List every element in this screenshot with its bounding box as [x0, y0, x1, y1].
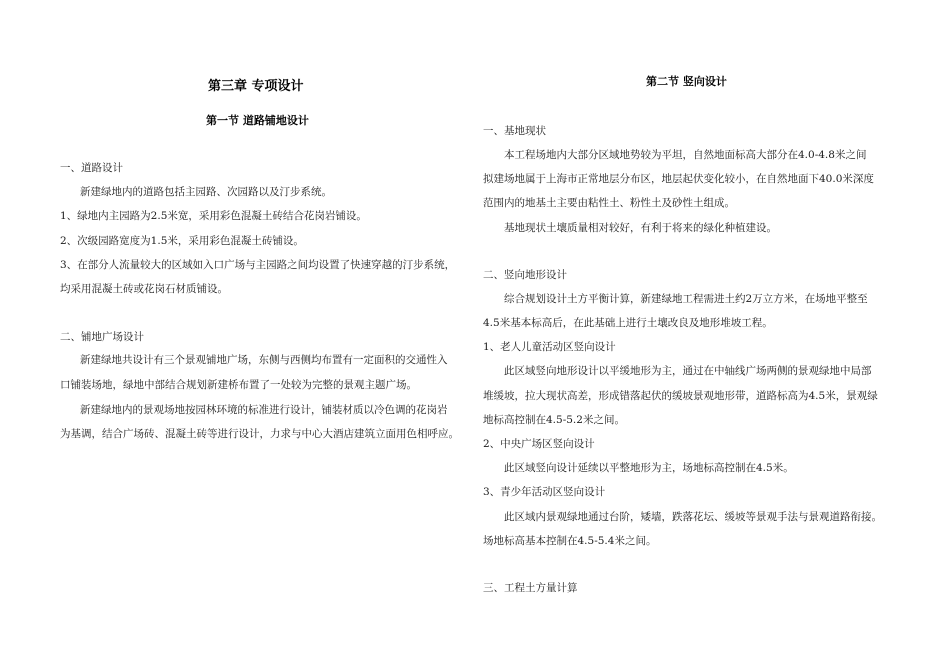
earthwork-heading: 三、工程土方量计算 — [483, 582, 578, 594]
site-paragraph-2: 基地现状土壤质量相对较好，有利于将来的绿化种植建设。 — [504, 222, 777, 234]
site-condition-heading: 一、基地现状 — [483, 125, 546, 137]
elderly-children-area-line-1: 此区域竖向地形设计以平缓地形为主，通过在中轴线广场两侧的景观绿地中局部 — [504, 365, 872, 377]
elderly-children-area-line-3: 地标高控制在4.5-5.2米之间。 — [483, 414, 625, 426]
plaza-paragraph-1-line-1: 新建绿地共设计有三个景观铺地广场，东侧与西侧均布置有一定面积的交通性入 — [80, 354, 448, 366]
youth-area-heading: 3、青少年活动区竖向设计 — [483, 486, 606, 498]
elderly-children-area-line-2: 堆缓坡，拉大现状高差，形成错落起伏的缓坡景观地形带，道路标高为4.5米，景观绿 — [483, 390, 878, 402]
central-plaza-area-line-1: 此区域竖向设计延续以平整地形为主，场地标高控制在4.5米。 — [504, 462, 794, 474]
site-paragraph-1-line-1: 本工程场地内大部分区域地势较为平坦，自然地面标高大部分在4.0-4.8米之间 — [504, 149, 867, 161]
section-title-vertical-design: 第二节 竖向设计 — [646, 75, 727, 88]
plaza-paragraph-2-line-1: 新建绿地内的景观场地按园林环境的标准进行设计，铺装材质以冷色调的花岗岩 — [80, 404, 448, 416]
road-item-3-line-2: 均采用混凝土砖或花岗石材质铺设。 — [60, 283, 228, 295]
road-intro: 新建绿地内的道路包括主园路、次园路以及汀步系统。 — [80, 186, 332, 198]
plaza-design-heading: 二、铺地广场设计 — [60, 331, 144, 343]
road-design-heading: 一、道路设计 — [60, 162, 123, 174]
road-item-3-line-1: 3、在部分人流量较大的区域如入口广场与主园路之间均设置了快速穿越的汀步系统， — [60, 259, 456, 271]
chapter-title: 第三章 专项设计 — [208, 79, 304, 94]
terrain-paragraph-line-1: 综合规划设计土方平衡计算，新建绿地工程需进土约2万立方米，在场地平整至 — [504, 293, 868, 305]
elderly-children-area-heading: 1、老人儿童活动区竖向设计 — [483, 341, 616, 353]
section-title-road-paving: 第一节 道路铺地设计 — [206, 114, 309, 127]
road-item-2: 2、次级园路宽度为1.5米，采用彩色混凝土砖铺设。 — [60, 235, 304, 247]
youth-area-line-2: 场地标高基本控制在4.5-5.4米之间。 — [483, 535, 657, 547]
plaza-paragraph-1-line-2: 口铺装场地，绿地中部结合规划新建桥布置了一处较为完整的景观主题广场。 — [60, 379, 417, 391]
terrain-design-heading: 二、竖向地形设计 — [483, 269, 567, 281]
road-item-1: 1、绿地内主园路为2.5米宽，采用彩色混凝土砖结合花岗岩铺设。 — [60, 210, 367, 222]
youth-area-line-1: 此区域内景观绿地通过台阶，矮墙，跌落花坛、缓坡等景观手法与景观道路衔接。 — [504, 511, 882, 523]
terrain-paragraph-line-2: 4.5米基本标高后，在此基础上进行土壤改良及地形堆坡工程。 — [483, 317, 773, 329]
site-paragraph-1-line-3: 范围内的地基土主要由粘性土、粉性土及砂性土组成。 — [483, 197, 735, 209]
central-plaza-area-heading: 2、中央广场区竖向设计 — [483, 438, 595, 450]
plaza-paragraph-2-line-2: 为基调，结合广场砖、混凝土砖等进行设计，力求与中心大酒店建筑立面用色相呼应。 — [60, 428, 459, 440]
site-paragraph-1-line-2: 拟建场地属于上海市正常地层分布区，地层起伏变化较小，在自然地面下40.0米深度 — [483, 173, 874, 185]
